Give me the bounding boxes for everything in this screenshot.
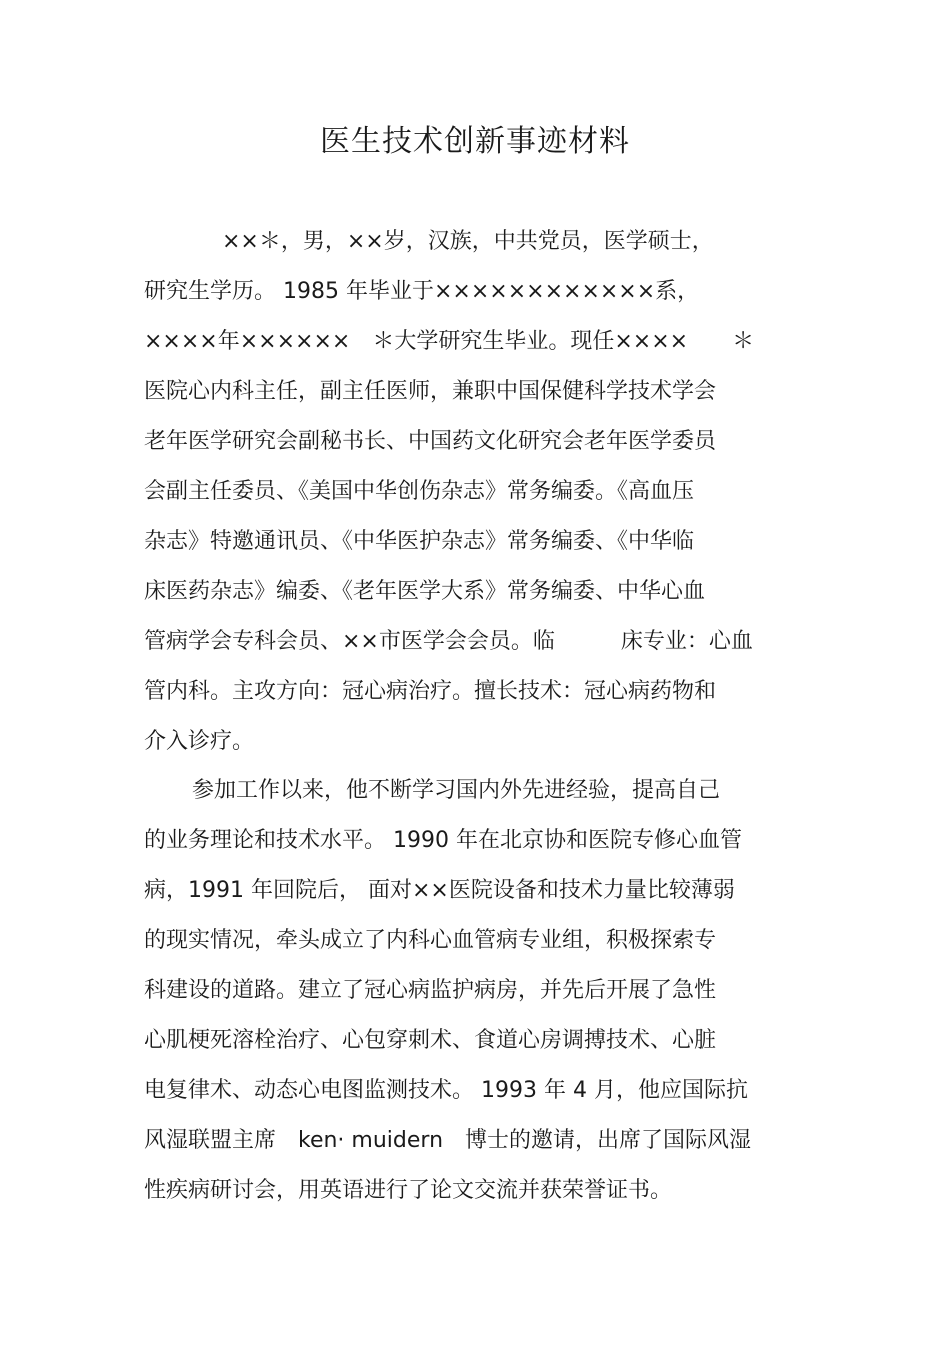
body-line-5: 老年医学研究会副秘书长、中国药文化研究会老年医学委员 xyxy=(144,429,717,454)
body-line-17: 心肌梗死溶栓治疗、心包穿刺术、食道心房调搏技术、心脏 xyxy=(144,1028,717,1053)
body-line-9: 管病学会专科会员、××市医学会会员。临 床专业：心血 xyxy=(144,629,753,654)
body-line-1: ××＊，男，××岁，汉族，中共党员，医学硕士， xyxy=(222,229,714,254)
body-line-10: 管内科。主攻方向：冠心病治疗。擅长技术：冠心病药物和 xyxy=(144,679,717,704)
body-line-6: 会副主任委员、《美国中华创伤杂志》常务编委。《高血压 xyxy=(144,479,695,504)
body-line-2: 研究生学历。 1985 年毕业于××××××××××××系， xyxy=(144,279,700,304)
body-line-11: 介入诊疗。 xyxy=(144,729,255,754)
document-title: 医生技术创新事迹材料 xyxy=(320,124,630,159)
body-line-3: ××××年×××××× ＊大学研究生毕业。现任×××× ＊ xyxy=(144,329,755,354)
body-line-13: 的业务理论和技术水平。 1990 年在北京协和医院专修心血管 xyxy=(144,828,742,853)
body-line-19: 风湿联盟主席 ken· muidern 博士的邀请，出席了国际风湿 xyxy=(144,1128,752,1153)
body-line-16: 科建设的道路。建立了冠心病监护病房，并先后开展了急性 xyxy=(144,978,717,1003)
body-line-12: 参加工作以来，他不断学习国内外先进经验，提高自己 xyxy=(192,778,721,803)
body-line-8: 床医药杂志》编委、《老年医学大系》常务编委、中华心血 xyxy=(144,579,706,604)
body-line-4: 医院心内科主任，副主任医师，兼职中国保健科学技术学会 xyxy=(144,379,717,404)
body-line-7: 杂志》特邀通讯员、《中华医护杂志》常务编委、《中华临 xyxy=(144,529,695,554)
body-line-20: 性疾病研讨会，用英语进行了论文交流并获荣誉证书。 xyxy=(144,1178,673,1203)
body-line-15: 的现实情况，牵头成立了内科心血管病专业组，积极探索专 xyxy=(144,928,717,953)
body-line-14: 病，1991 年回院后， 面对××医院设备和技术力量比较薄弱 xyxy=(144,878,735,903)
body-line-18: 电复律术、动态心电图监测技术。 1993 年 4 月，他应国际抗 xyxy=(144,1078,748,1103)
